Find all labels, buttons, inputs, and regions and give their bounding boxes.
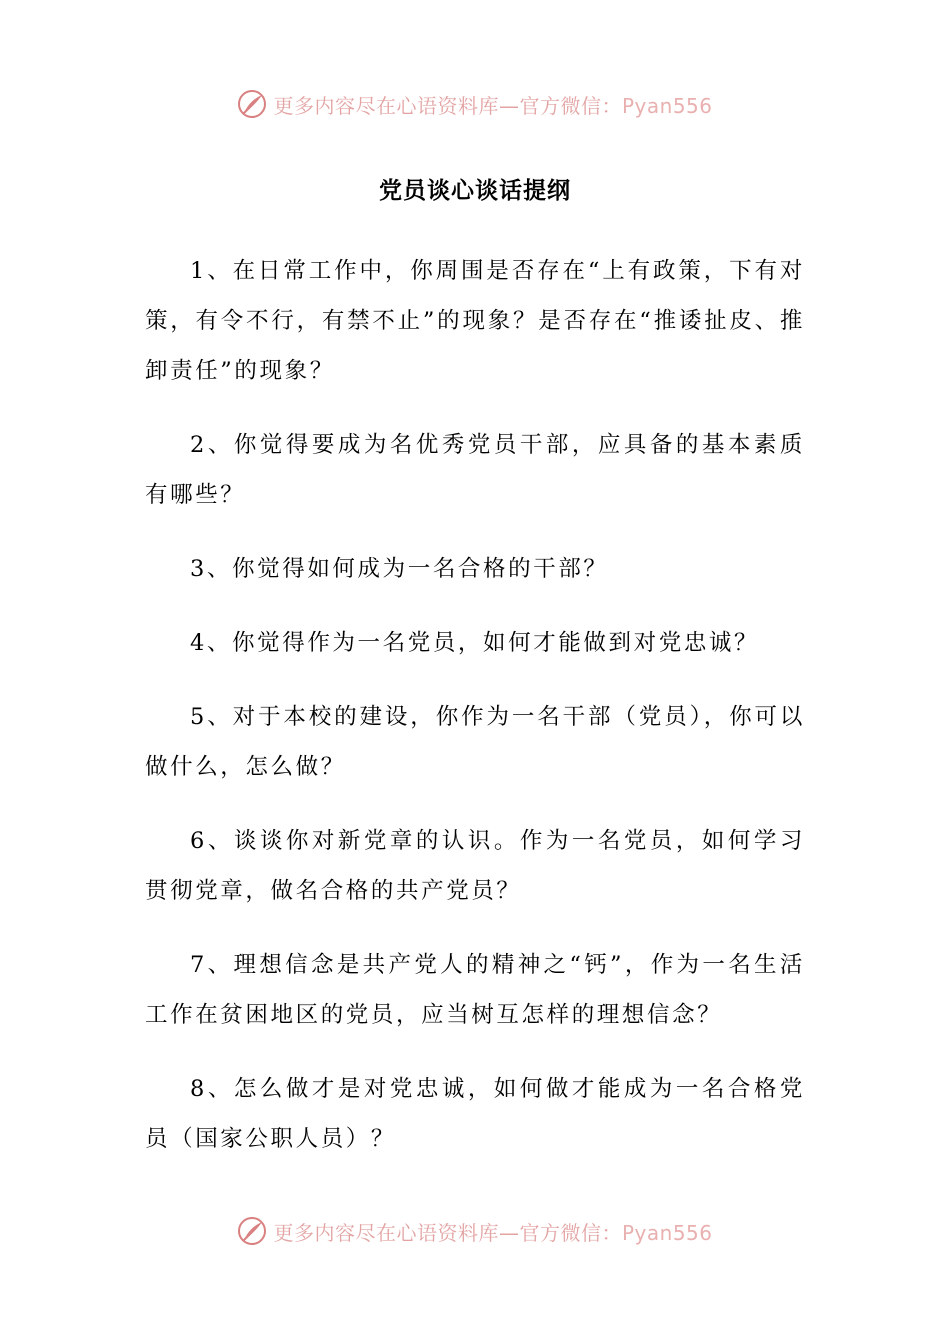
footer-watermark bbox=[0, 1211, 950, 1251]
feather-pen-icon bbox=[237, 1216, 267, 1246]
watermark-text: 更多内容尽在心语资料库—官方微信： bbox=[273, 93, 622, 118]
question-item: 3、你觉得如何成为一名合格的干部？ bbox=[190, 556, 609, 582]
watermark-text: 更多内容尽在心语资料库—官方微信： bbox=[273, 1220, 622, 1245]
question-item: 7、理想信念是共产党人的精神之“钙”，作为一名生活工作在贫困地区的党员，应当树互怎样的理想信念？ bbox=[145, 952, 805, 1028]
question-item: 8、怎么做才是对党忠诚，如何做才能成为一名合格党员（国家公职人员）？ bbox=[145, 1076, 805, 1152]
feather-pen-icon bbox=[237, 89, 267, 119]
header-watermark bbox=[0, 84, 950, 124]
question-item: 6、谈谈你对新党章的认识。作为一名党员，如何学习贯彻党章，做名合格的共产党员？ bbox=[145, 828, 805, 904]
question-item: 2、你觉得要成为名优秀党员干部，应具备的基本素质有哪些？ bbox=[145, 432, 805, 508]
document-title: 党员谈心谈话提纲 bbox=[379, 178, 571, 204]
watermark-wechat-id: Pyan556 bbox=[621, 93, 713, 118]
watermark-wechat-id: Pyan556 bbox=[621, 1220, 713, 1245]
question-item: 5、对于本校的建设，你作为一名干部（党员），你可以做什么，怎么做？ bbox=[145, 704, 805, 780]
question-item: 1、在日常工作中，你周围是否存在“上有政策，下有对策，有令不行，有禁不止”的现象？是否存在“推诿扯皮、推卸责任”的现象？ bbox=[145, 258, 805, 384]
question-item: 4、你觉得作为一名党员，如何才能做到对党忠诚？ bbox=[190, 630, 760, 656]
question-list bbox=[145, 246, 805, 1188]
